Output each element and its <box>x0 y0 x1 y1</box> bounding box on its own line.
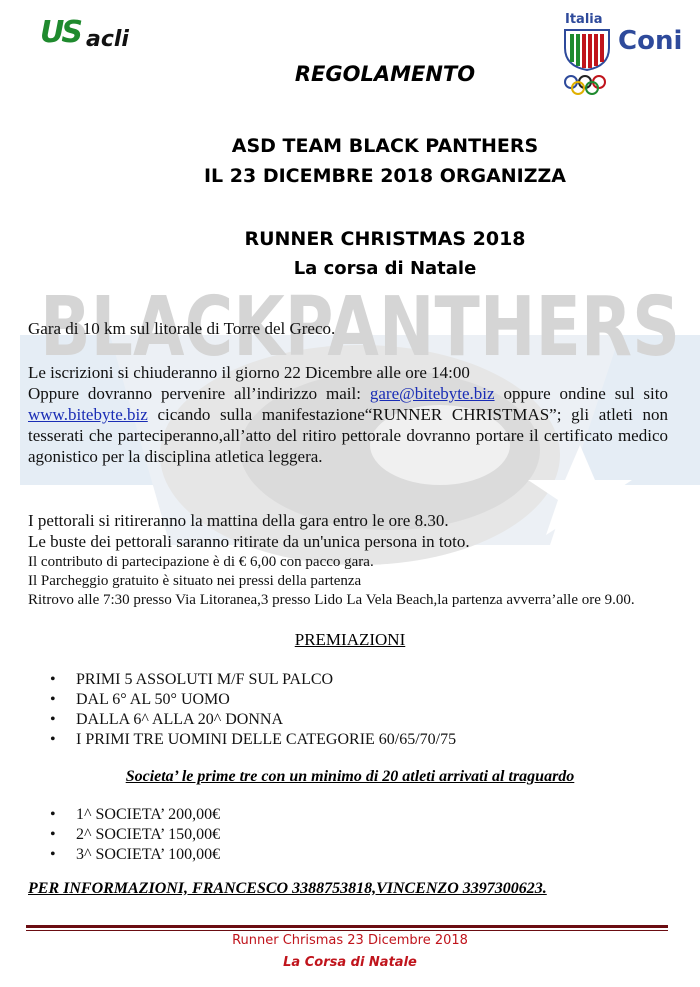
pettorali-line-2: Le buste dei pettorali saranno ritirate da un'unica persona in toto. <box>28 532 470 551</box>
footer-line-1: Runner Chrismas 23 Dicembre 2018 <box>232 933 468 948</box>
contact-info: PER INFORMAZIONI, FRANCESCO 3388753818,VINCENZO 3397300623. <box>28 880 547 897</box>
contributo-line: Il contributo di partecipazione è di € 6,00 con pacco gara. <box>28 554 374 570</box>
premiazioni-list <box>50 670 456 750</box>
list-item: • 2^ SOCIETA’ 150,00€ <box>50 825 220 845</box>
iscrizioni-text-a: Oppure dovranno pervenire all’indirizzo mail: <box>28 384 370 403</box>
watermark-text: BLACKPANTHERS <box>40 280 680 375</box>
footer-divider-thin <box>26 930 668 931</box>
coni-logo-name: Coni <box>618 26 683 56</box>
parcheggio-line: Il Parcheggio gratuito è situato nei pressi della partenza <box>28 573 362 589</box>
usacli-logo-us: US <box>40 15 80 50</box>
societa-note: Societa’ le prime tre con un minimo di 20 atleti arrivati al traguardo <box>125 768 575 785</box>
organizer-line-1: ASD TEAM BLACK PANTHERS <box>231 135 539 157</box>
iscrizioni-text-c: cicando sulla manifestazione“RUNNER CHRISTMAS”; gli atleti non tesserati che parteciperanno,all’atto del ritiro pettorale dovranno portare il certificato medico agonistico per la disciplina atletica leggera. <box>28 405 668 466</box>
list-item: • 1^ SOCIETA’ 200,00€ <box>50 805 220 825</box>
event-subtitle: La corsa di Natale <box>293 258 477 279</box>
usacli-logo <box>40 15 140 60</box>
societa-list <box>50 805 220 865</box>
coni-logo-italia: Italia <box>565 12 603 27</box>
list-item: • I PRIMI TRE UOMINI DELLE CATEGORIE 60/65/70/75 <box>50 730 456 750</box>
footer-line-2: La Corsa di Natale <box>283 955 417 970</box>
usacli-logo-acli: acli <box>86 27 129 52</box>
page-title: REGOLAMENTO <box>294 62 476 86</box>
list-item: • 3^ SOCIETA’ 100,00€ <box>50 845 220 865</box>
iscrizioni-paragraph <box>28 383 668 467</box>
email-link[interactable]: gare@bitebyte.biz <box>369 384 495 403</box>
footer-divider <box>26 925 668 928</box>
website-link[interactable]: www.bitebyte.biz <box>28 405 148 424</box>
premiazioni-title: PREMIAZIONI <box>294 630 406 649</box>
ritrovo-paragraph: Ritrovo alle 7:30 presso Via Litoranea,3 presso Lido La Vela Beach,la partenza avverra’alle ore 9.00. <box>28 592 635 608</box>
list-item: • PRIMI 5 ASSOLUTI M/F SUL PALCO <box>50 670 456 690</box>
iscrizioni-text-b: oppure ondine sul sito <box>494 384 668 403</box>
intro-paragraph: Gara di 10 km sul litorale di Torre del Greco. <box>28 319 336 338</box>
organizer-line-2: IL 23 DICEMBRE 2018 ORGANIZZA <box>203 165 567 187</box>
pettorali-line-1: I pettorali si ritireranno la mattina della gara entro le ore 8.30. <box>28 511 449 530</box>
coni-logo <box>560 12 695 102</box>
iscrizioni-line-1: Le iscrizioni si chiuderanno il giorno 22 Dicembre alle ore 14:00 <box>28 363 470 382</box>
list-item: • DAL 6° AL 50° UOMO <box>50 690 456 710</box>
list-item: • DALLA 6^ ALLA 20^ DONNA <box>50 710 456 730</box>
event-name: RUNNER CHRISTMAS 2018 <box>244 228 526 250</box>
